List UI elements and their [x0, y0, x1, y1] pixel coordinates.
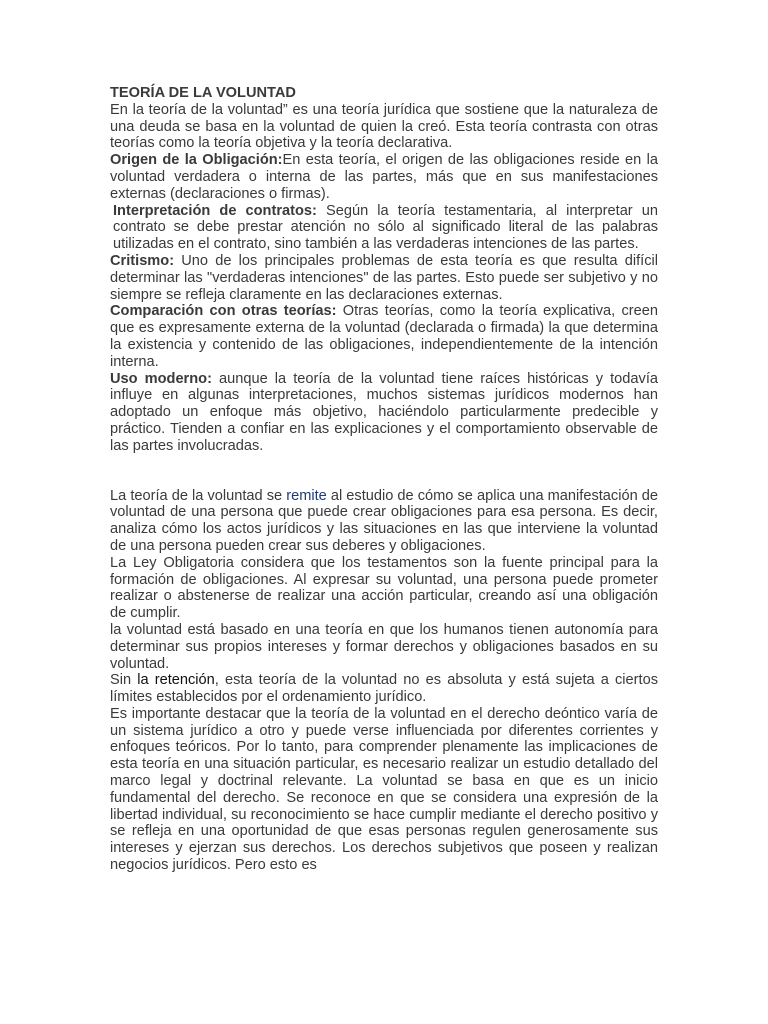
paragraph-text: La teoría de la voluntad se	[110, 487, 287, 504]
remite-link[interactable]: remite	[286, 487, 327, 504]
paragraph-text: , esta teoría de la voluntad no es absoluta y está sujeta a ciertos límites establecidos por el ordenamiento jurídico.	[110, 672, 658, 706]
paragraph-importante: Es importante destacar que la teoría de la voluntad en el derecho deóntico varía de un sistema jurídico a otro y puede verse influenciada por diferentes corrientes y enfoques teóricos. Por lo tanto, para comprender plenamente las implicaciones de esta teoría en una situación particular, es necesario realizar un estudio detallado del marco legal y doctrinal relevante. La voluntad se basa en que es un inicio fundamental del derecho. Se reconoce en que se considera una expresión de la libertad individual, su reconocimiento se hace cumplir mediante el derecho positivo y se refleja en una oportunidad de que esas personas regulen generosamente sus intereses y ejerzan sus derechos. Los derechos subjetivos que poseen y realizan negocios jurídicos. Pero esto es	[110, 705, 658, 874]
document-title: TEORÍA DE LA VOLUNTAD	[110, 85, 296, 101]
paragraph-text: Según la teoría testamentaria, al interpretar un contrato se debe prestar atención no sólo al significado literal de las palabras utilizadas en el contrato, sino también a las verdaderas intenciones de las partes.	[113, 202, 658, 253]
paragraph-text: Uno de los principales problemas de esta teoría es que resulta difícil determinar las "verdaderas intenciones" de las partes. Esto puede ser subjetivo y no siempre se refleja claramente en las declaraciones externas.	[110, 252, 658, 303]
paragraph-critismo	[110, 253, 658, 303]
paragraph-origen	[110, 152, 658, 202]
paragraph-text: aunque la teoría de la voluntad tiene raíces históricas y todavía influye en algunas interpretaciones, muchos sistemas jurídicos modernos han adoptado un enfoque más objetivo, haciéndolo particularmente predecible y práctico. Tienden a confiar en las explicaciones y el comportamiento observable de las partes involucradas.	[110, 370, 659, 454]
paragraph-lead: Uso moderno:	[110, 370, 212, 387]
paragraph-text: Sin	[110, 672, 138, 689]
paragraph-retencion	[110, 672, 658, 706]
paragraph-comparacion	[110, 303, 658, 370]
paragraph-text: al estudio de cómo se aplica una manifestación de voluntad de una persona que puede crear obligaciones para esa persona. Es decir, analiza cómo los actos jurídicos y las situaciones en las que interviene la voluntad de una persona pueden crear sus deberes y obligaciones.	[110, 487, 658, 554]
paragraph-lead: Origen de la Obligación:	[110, 152, 283, 169]
section-spacer	[110, 455, 658, 488]
retencion-link[interactable]: la retención	[137, 672, 215, 689]
paragraph-lead: Comparación con otras teorías:	[110, 303, 337, 320]
paragraph-lead: Critismo:	[110, 252, 175, 269]
paragraph-remite	[110, 488, 658, 555]
paragraph-interpretacion	[110, 203, 658, 253]
paragraph-uso-moderno	[110, 371, 658, 455]
paragraph-text: Otras teorías, como la teoría explicativa, creen que es expresamente externa de la voluntad (declarada o firmada) la que determina la existencia y contenido de las obligaciones, independientemente de la intención interna.	[110, 303, 658, 370]
intro-paragraph: En la teoría de la voluntad” es una teoría jurídica que sostiene que la naturaleza de una deuda se basa en la voluntad de quien la creó. Esta teoría contrasta con otras teorías como la teoría objetiva y la teoría declarativa.	[110, 101, 658, 152]
paragraph-lead: Interpretación de contratos:	[113, 202, 317, 219]
paragraph-autonomia: la voluntad está basado en una teoría en que los humanos tienen autonomía para determinar sus propios intereses y formar derechos y obligaciones basados en su voluntad.	[110, 621, 658, 672]
paragraph-text: En esta teoría, el origen de las obligaciones reside en la voluntad verdadera o interna de las partes, más que en sus manifestaciones externas (declaraciones o firmas).	[110, 152, 658, 202]
paragraph-ley-obligatoria: La Ley Obligatoria considera que los testamentos son la fuente principal para la formación de obligaciones. Al expresar su voluntad, una persona puede prometer realizar o abstenerse de realizar una acción particular, creando así una obligación de cumplir.	[110, 554, 658, 622]
document-body	[110, 85, 658, 874]
